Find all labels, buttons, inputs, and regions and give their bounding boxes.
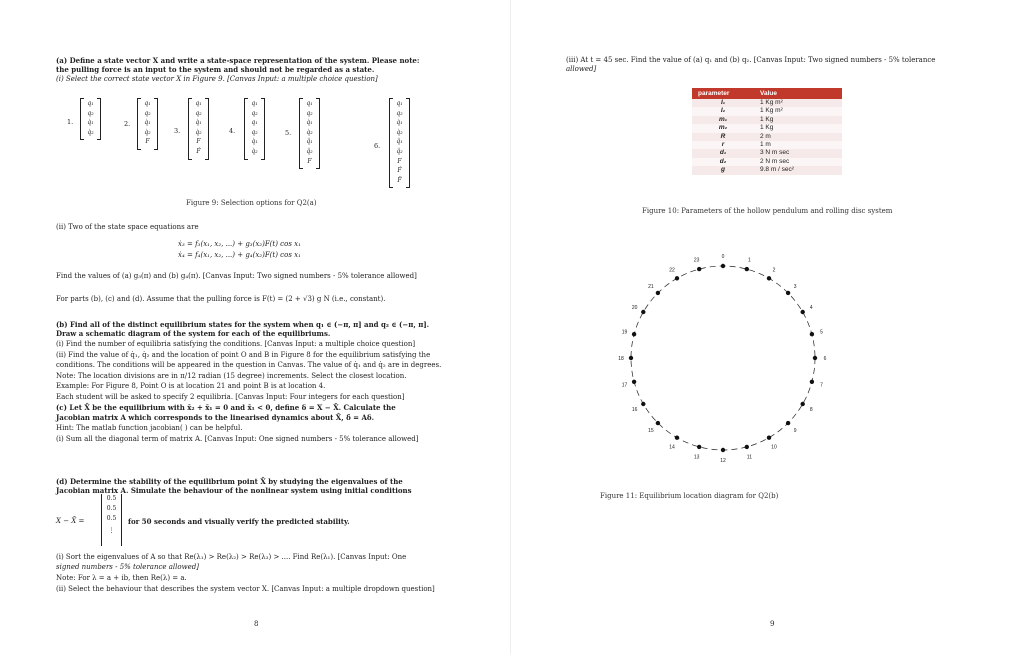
part-b-i: (i) Find the number of equilibria satisfying the conditions. [Canvas Input: a multiple choice question] xyxy=(56,340,416,348)
location-label: 22 xyxy=(669,267,675,274)
part-a-i: (i) Select the correct state vector X in Figure 9. [Canvas Input: a multiple choice question] xyxy=(56,75,378,83)
state-vector-entry: q₁ xyxy=(251,100,258,107)
part-d-line1: (d) Determine the stability of the equilibrium point X̄ by studying the eigenvalues of the xyxy=(56,477,403,486)
state-vector-entry: q₂ xyxy=(251,128,258,136)
state-vector-entry: Ḟ xyxy=(397,167,402,175)
state-vector-entry: q₂ xyxy=(144,109,151,117)
location-dot xyxy=(697,445,701,449)
parameter-symbol: m₁ xyxy=(692,116,754,124)
parameter-table xyxy=(692,88,842,175)
state-vector-entry: q₂ xyxy=(195,109,202,117)
initial-condition-lhs: X − X̄ = xyxy=(56,517,85,525)
option-number: 3. xyxy=(174,127,181,135)
part-d-i-line2: signed numbers - 5% tolerance allowed] xyxy=(56,563,199,571)
location-dot xyxy=(767,436,771,440)
location-dot xyxy=(697,267,701,271)
state-vector-option-matrix xyxy=(299,98,320,169)
state-vector-entry: q₁ xyxy=(195,100,202,107)
state-vector-entry: q₁ xyxy=(396,100,403,107)
table-row xyxy=(692,124,842,132)
part-d-line2: Jacobian matrix A. Simulate the behaviour of the nonlinear system using initial conditions xyxy=(56,486,412,495)
parameter-symbol: I₂ xyxy=(692,107,754,115)
location-dot xyxy=(721,264,725,268)
part-b-line2: Draw a schematic diagram of the system for each of the equilibriums. xyxy=(56,329,331,338)
location-label: 21 xyxy=(648,283,654,290)
figure-9-caption: Figure 9: Selection options for Q2(a) xyxy=(186,199,317,207)
note-location: Note: The location divisions are in π/12 radian (15 degree) increments. Select the closest location. xyxy=(56,372,407,380)
part-b-ii-line2: conditions. The conditions will be appeared in the question in Canvas. The value of q̇₁ and q̇₂ are in degrees. xyxy=(56,361,442,369)
part-a-heading-line2: the pulling force is an input to the system and should not be regarded as a state. xyxy=(56,65,375,74)
location-dot xyxy=(675,436,679,440)
part-b-line1: (b) Find all of the distinct equilibrium states for the system when q₁ ∈ (−π, π] and q₂ ∈ (−π, π]. xyxy=(56,320,430,329)
equilibrium-location-diagram xyxy=(597,250,847,470)
state-vector-entry: q̇₁ xyxy=(87,119,94,127)
state-vector-option-matrix xyxy=(389,98,410,188)
part-c-line2: Jacobian matrix A which corresponds to the linearised dynamics about X̄, δ̇ = Aδ. xyxy=(56,413,375,422)
state-vector-entry: q₂ xyxy=(396,109,403,117)
pulling-force-assumption: For parts (b), (c) and (d). Assume that the pulling force is F(t) = (2 + √3) g N (i.e., constant). xyxy=(56,295,386,303)
option-number: 1. xyxy=(67,118,74,126)
part-c-i: (i) Sum all the diagonal term of matrix A. [Canvas Input: One signed numbers - 5% tolerance allowed] xyxy=(56,435,419,443)
table-row xyxy=(692,158,842,166)
equation-x3: ẋ₃ = f₃(x₁, x₂, ...) + g₃(x₂)F(t) cos x₁ xyxy=(178,240,301,248)
location-dot xyxy=(632,332,636,336)
state-vector-entry: F xyxy=(397,157,402,165)
state-vector-entry: q̇₂ xyxy=(195,128,202,136)
initial-condition-rhs: for 50 seconds and visually verify the predicted stability. xyxy=(128,517,350,526)
location-label: 5 xyxy=(820,329,823,336)
location-dot xyxy=(721,448,725,452)
location-dot xyxy=(810,380,814,384)
part-iii-line1: (iii) At t = 45 sec. Find the value of (a) q₁ and (b) q₂. [Canvas Input: Two signed numbers - 5% tolerance xyxy=(566,56,936,64)
location-dot xyxy=(786,421,790,425)
part-c-line1: (c) Let X̄ be the equilibrium with x̄₂ + x̄₁ = 0 and x̄₁ < 0, define δ = X − X̄. Calculate the xyxy=(56,403,396,412)
initial-condition-vector xyxy=(101,494,122,546)
part-a-heading-line1: (a) Define a state vector X and write a state-space representation of the system. Please note: xyxy=(56,56,420,65)
location-label: 16 xyxy=(631,407,638,413)
location-label: 7 xyxy=(820,382,823,389)
state-vector-entry: F xyxy=(145,138,150,146)
location-label: 8 xyxy=(809,407,813,413)
location-label: 15 xyxy=(648,428,654,435)
location-label: 12 xyxy=(720,458,726,464)
parameter-symbol: d₂ xyxy=(692,158,754,166)
location-dot xyxy=(656,421,660,425)
state-vector-entry: q̈₁ xyxy=(306,138,313,146)
location-label: 4 xyxy=(809,305,813,311)
state-vector-option-matrix xyxy=(80,98,101,140)
part-d-ii: (ii) Select the behaviour that describes the system vector X. [Canvas Input: a multiple dropdown question] xyxy=(56,585,435,593)
location-dot xyxy=(629,356,633,360)
parameter-symbol: d₁ xyxy=(692,149,754,157)
location-label: 14 xyxy=(669,444,675,451)
location-label: 20 xyxy=(631,305,638,311)
part-a-ii: (ii) Two of the state space equations are xyxy=(56,223,199,231)
table-row xyxy=(692,107,842,115)
location-dot xyxy=(641,402,645,406)
parameter-value: 1 Kg xyxy=(754,116,842,124)
location-label: 18 xyxy=(618,356,624,362)
figure-11-caption: Figure 11: Equilibrium location diagram for Q2(b) xyxy=(600,492,779,500)
location-label: 23 xyxy=(693,257,700,264)
location-dot xyxy=(745,267,749,271)
state-vector-entry: q̈₂ xyxy=(306,148,313,155)
part-b-ii-line1: (ii) Find the value of q̇₁, q̇₂ and the location of point O and B in Figure 8 for the equilibrium satisfying the xyxy=(56,351,431,359)
option-number: 5. xyxy=(285,129,292,137)
location-dot xyxy=(656,291,660,295)
location-dot xyxy=(641,310,645,314)
parameter-symbol: I₁ xyxy=(692,99,754,107)
parameter-value: 2 N m sec xyxy=(754,158,842,166)
parameter-value: 2 m xyxy=(754,133,842,141)
location-dot xyxy=(810,332,814,336)
state-vector-entry: F̈ xyxy=(397,176,402,184)
location-label: 19 xyxy=(621,329,628,336)
table-row xyxy=(692,99,842,107)
table-header-row xyxy=(692,88,842,99)
state-vector-entry: Ḟ xyxy=(196,148,201,155)
state-vector-entry: q̈₁ xyxy=(396,138,403,146)
table-row xyxy=(692,149,842,157)
location-label: 10 xyxy=(771,444,777,451)
table-row xyxy=(692,116,842,124)
location-label: 17 xyxy=(621,382,628,389)
state-vector-entry: q₂ xyxy=(87,109,94,117)
page-number-right: 9 xyxy=(770,620,775,628)
state-vector-entry: q₁ xyxy=(306,100,313,107)
location-label: 6 xyxy=(823,356,827,362)
state-vector-entry: q₂ xyxy=(306,109,313,117)
location-dot xyxy=(801,310,805,314)
location-label: 1 xyxy=(748,257,751,264)
left-page xyxy=(0,0,511,654)
table-row xyxy=(692,166,842,174)
location-label: 13 xyxy=(693,454,700,461)
option-number: 2. xyxy=(124,120,131,128)
page-number-left: 8 xyxy=(254,620,259,628)
option-number: 6. xyxy=(374,142,381,150)
table-row xyxy=(692,133,842,141)
location-label: 3 xyxy=(793,283,797,290)
part-d-i-line1: (i) Sort the eigenvalues of A so that Re(λ₁) > Re(λ₂) > Re(λ₃) > .... Find Re(λ₁). [Canvas Input: One xyxy=(56,553,407,561)
location-dot xyxy=(786,291,790,295)
parameter-symbol: R xyxy=(692,133,754,141)
state-vector-entry: q̈₂ xyxy=(396,148,403,155)
location-label: 2 xyxy=(772,267,776,274)
location-dot xyxy=(745,445,749,449)
parameter-value: 1 Kg xyxy=(754,124,842,132)
state-vector-entry: q̇₂ xyxy=(396,128,403,136)
location-dot xyxy=(801,402,805,406)
equation-x4: ẋ₄ = f₄(x₁, x₂, ...) + g₄(x₂)F(t) cos x₁ xyxy=(178,251,301,259)
state-vector-option-matrix xyxy=(137,98,158,150)
part-iii-line2: allowed] xyxy=(566,65,597,73)
find-values-g: Find the values of (a) g₃(π) and (b) g₄(π). [Canvas Input: Two signed numbers - 5% tolerance allowed] xyxy=(56,272,417,280)
location-dot xyxy=(813,356,817,360)
state-vector-entry: q̇₁ xyxy=(251,138,258,146)
example-text: Example: For Figure 8, Point O is at location 21 and point B is at location 4. xyxy=(56,382,326,390)
state-vector-entry: q₁ xyxy=(144,100,151,107)
state-vector-entry: F xyxy=(307,157,312,165)
location-label: 11 xyxy=(746,454,753,461)
state-vector-entry: q₂ xyxy=(251,109,258,117)
parameter-value: 9.8 m / sec² xyxy=(754,166,842,174)
state-vector-entry: q̇₁ xyxy=(144,119,151,127)
state-vector-option-matrix xyxy=(244,98,265,160)
location-dot xyxy=(632,380,636,384)
location-dot xyxy=(675,276,679,280)
state-vector-entry: q̇₂ xyxy=(306,128,313,136)
parameter-value: 3 N m sec xyxy=(754,149,842,157)
state-vector-option-matrix xyxy=(188,98,209,160)
state-vector-entry: F xyxy=(196,138,201,146)
state-vector-entry: q̇₁ xyxy=(195,119,202,127)
parameter-value: 1 m xyxy=(754,141,842,149)
hint-text: Hint: The matlab function jacobian( ) can be helpful. xyxy=(56,424,243,432)
state-vector-entry: q̇₂ xyxy=(144,128,151,136)
init-vector-entry: 0.5 xyxy=(106,505,117,512)
state-vector-entry: q̇₁ xyxy=(396,119,403,127)
parameter-value: 1 Kg m² xyxy=(754,99,842,107)
state-vector-entry: q̇₁ xyxy=(306,119,313,127)
state-vector-entry: q₁ xyxy=(251,119,258,127)
location-dot xyxy=(767,276,771,280)
parameter-value: 1 Kg m² xyxy=(754,107,842,115)
state-vector-entry: q̇₂ xyxy=(87,128,94,136)
init-vector-entry: 0.5 xyxy=(106,515,117,522)
state-vector-entry: q̇₂ xyxy=(251,148,258,155)
parameter-symbol: g xyxy=(692,166,754,174)
init-vector-ellipsis: ⋮ xyxy=(108,527,115,534)
option-number: 4. xyxy=(229,127,236,135)
header-value: Value xyxy=(754,88,842,99)
parameter-symbol: r xyxy=(692,141,754,149)
table-row xyxy=(692,141,842,149)
location-label: 9 xyxy=(793,428,797,435)
header-parameter: parameter xyxy=(692,88,754,99)
state-vector-entry: q₁ xyxy=(87,100,94,107)
note-real-part: Note: For λ = a + ib, then Re(λ) = a. xyxy=(56,574,187,582)
each-student-text: Each student will be asked to specify 2 equilibria. [Canvas Input: Four integers for each question] xyxy=(56,393,405,401)
init-vector-entry: 0.5 xyxy=(106,495,117,502)
parameter-symbol: m₂ xyxy=(692,124,754,132)
figure-10-caption: Figure 10: Parameters of the hollow pendulum and rolling disc system xyxy=(642,207,893,215)
location-label: 0 xyxy=(721,254,725,260)
